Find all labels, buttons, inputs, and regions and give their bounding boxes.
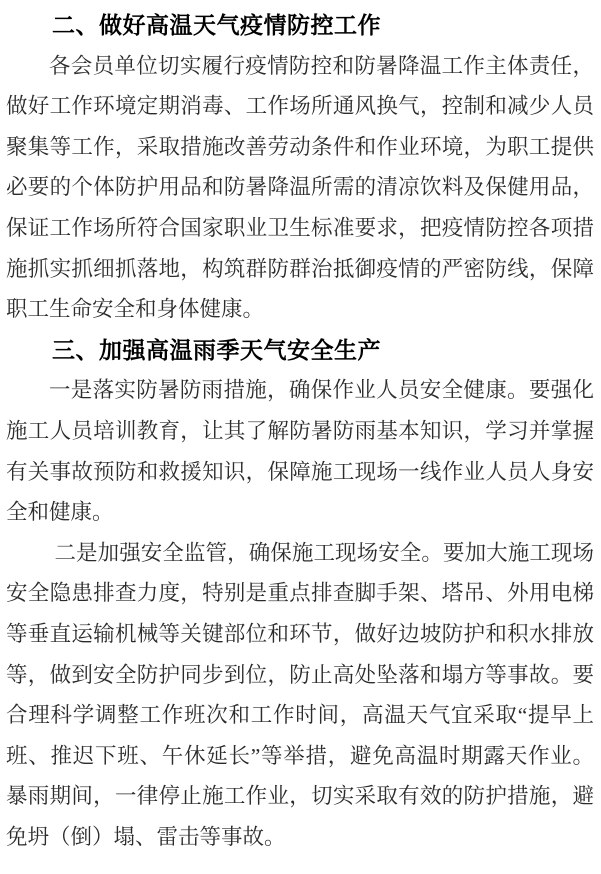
section-heading: 二、做好高温天气疫情防控工作 xyxy=(52,12,381,38)
document-body xyxy=(6,5,594,857)
section-heading: 三、加强高温雨季天气安全生产 xyxy=(52,336,381,363)
paragraph: 二是加强安全监管，确保施工现场安全。要加大施工现场安全隐患排查力度，特别是重点排查脚手架、塔吊、外用电梯等垂直运输机械等关键部位和环节，做好边坡防护和积水排放等，做到安全防护同步到位，防止高处坠落和塌方等事故。要合理科学调整工作班次和工作时间，高温天气宜采取“提早上班、推迟下班、午休延长”等举措，避免高温时期露天作业。暴雨期间，一律停止施工作业，切实采取有效的防护措施，避免坍（倒）塌、雷击等事故。 xyxy=(6,540,594,849)
paragraph: 一是落实防暑防雨措施，确保作业人员安全健康。要强化施工人员培训教育，让其了解防暑防雨基本知识，学习并掌握有关事故预防和救援知识，保障施工现场一线作业人员人身安全和健康。 xyxy=(6,378,594,525)
paragraph: 各会员单位切实履行疫情防控和防暑降温工作主体责任，做好工作环境定期消毒、工作场所通风换气，控制和减少人员聚集等工作，采取措施改善劳动条件和作业环境，为职工提供必要的个体防护用品和防暑降温所需的清凉饮料及保健用品，保证工作场所符合国家职业卫生标准要求，把疫情防控各项措施抓实抓细抓落地，构筑群防群治抵御疫情的严密防线，保障职工生命安全和身体健康。 xyxy=(6,53,594,322)
